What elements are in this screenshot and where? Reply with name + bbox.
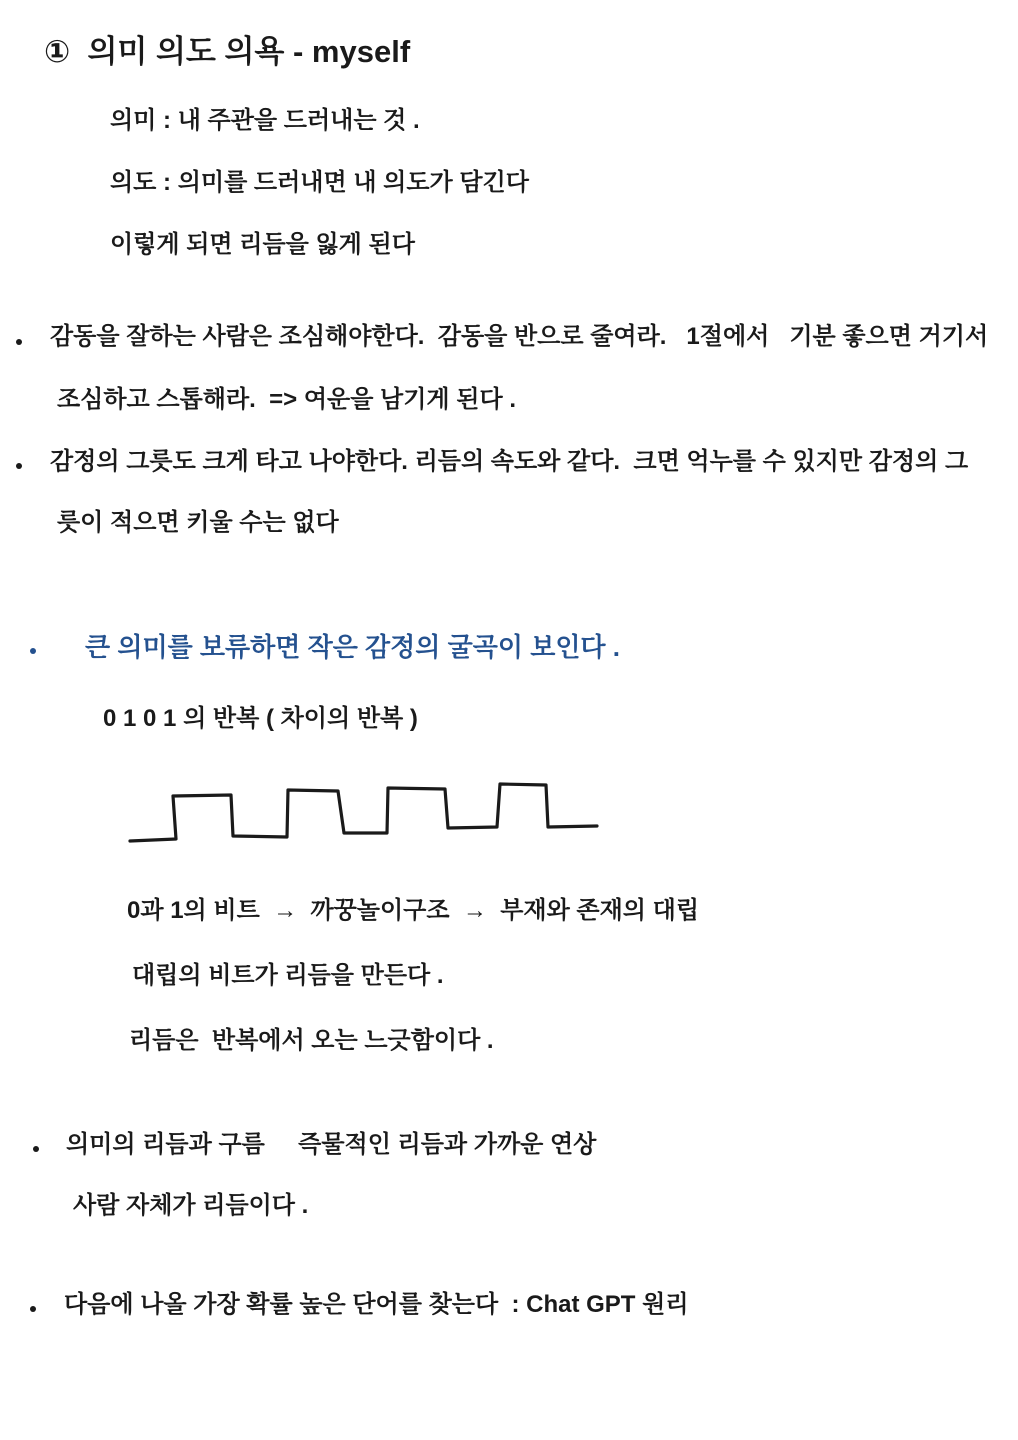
highlight-note-text: 큰 의미를 보류하면 작은 감정의 굴곡이 보인다 . — [85, 632, 620, 662]
square-wave-drawing — [120, 762, 600, 854]
bullet-dot — [16, 339, 22, 345]
rhythm-beat-line: 대립의 비트가 리듬을 만든다 . — [132, 962, 444, 989]
definition-result: 이렇게 되면 리듬을 잃게 된다 — [110, 231, 415, 258]
bullet-dot — [16, 463, 22, 469]
bullet-dot — [33, 1146, 39, 1152]
note-emotion-care-line1: 감동을 잘하는 사람은 조심해야한다. 감동을 반으로 줄여라. 1절에서 기분 좋으면 거기서 — [50, 323, 989, 350]
rhythm-bits-line: 0과 1의 비트 → 까꿍놀이구조 → 부재와 존재의 대립 — [127, 897, 700, 924]
note-emotion-care-line2: 조심하고 스톱해라. => 여운을 남기게 된다 . — [57, 386, 516, 413]
page-title: ① 의미 의도 의욕 - myself — [44, 34, 411, 69]
meaning-rhythm-line2: 사람 자체가 리듬이다 . — [73, 1192, 309, 1219]
rhythm-repeat-line: 0 1 0 1 의 반복 ( 차이의 반복 ) — [103, 705, 418, 732]
definition-intention: 의도 : 의미를 드러내면 내 의도가 담긴다 — [110, 169, 529, 196]
note-emotion-vessel-line1: 감정의 그릇도 크게 타고 나야한다. 리듬의 속도와 같다. 크면 억누를 수 있지만 감정의 그 — [50, 448, 969, 475]
bullet-dot-highlight — [30, 648, 36, 654]
definition-meaning: 의미 : 내 주관을 드러내는 것 . — [110, 107, 420, 134]
gpt-principle-note: 다음에 나올 가장 확률 높은 단어를 찾는다 : Chat GPT 원리 — [64, 1291, 689, 1318]
rhythm-ease-line: 리듬은 반복에서 오는 느긋함이다 . — [129, 1027, 494, 1054]
bullet-dot — [30, 1306, 36, 1312]
meaning-rhythm-line1: 의미의 리듬과 구름 즉물적인 리듬과 가까운 연상 — [66, 1131, 597, 1158]
note-emotion-vessel-line2: 릇이 적으면 키울 수는 없다 — [57, 509, 339, 536]
